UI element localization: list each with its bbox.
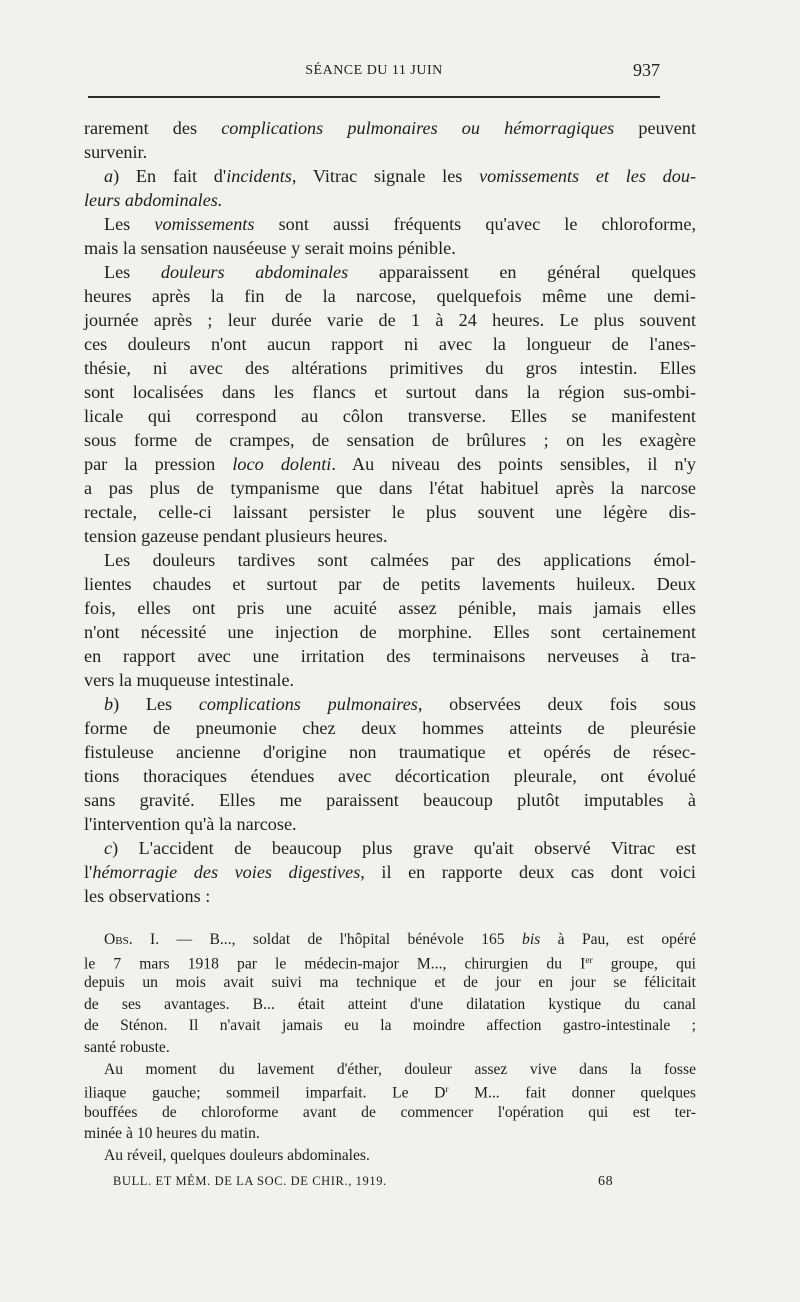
text-run: sans gravité. Elles me paraissent beaucoup plutôt imputables à xyxy=(84,790,696,810)
italic-text: loco dolenti xyxy=(232,454,332,474)
paragraph xyxy=(84,116,696,164)
text-run: journée après ; leur durée varie de 1 à 24 heures. Le plus souvent xyxy=(84,310,696,330)
text-line xyxy=(84,692,696,716)
text-run: sous forme de crampes, de sensation de brûlures ; on les exagère xyxy=(84,430,696,450)
text-run: santé robuste. xyxy=(84,1038,170,1056)
paragraph xyxy=(84,929,696,1059)
text-line xyxy=(84,284,696,308)
italic-text: b xyxy=(104,694,114,714)
text-run: a pas plus de tympanisme que dans l'état habituel après la narcose xyxy=(84,478,696,498)
text-run: sont aussi fréquents qu'avec le chloroforme, xyxy=(254,214,696,234)
footer-signature-mark: 68 xyxy=(598,1174,614,1189)
text-line xyxy=(84,620,696,644)
text-line xyxy=(84,404,696,428)
text-line xyxy=(84,572,696,596)
text-line xyxy=(84,884,696,908)
italic-text: complications pulmonaires xyxy=(198,694,418,714)
text-run: depuis un mois avait suivi ma technique et de jour en jour se félicitait xyxy=(84,974,696,992)
text-run: en rapport avec une irritation des terminaisons nerveuses à tra- xyxy=(84,646,696,666)
text-line xyxy=(84,788,696,812)
text-line xyxy=(84,1059,696,1081)
text-run: thésie, ni avec des altérations primitives du gros intestin. Elles xyxy=(84,358,696,378)
text-run: ) L'accident de beaucoup plus grave qu'ait observé Vitrac est xyxy=(112,838,696,858)
text-run: tions thoraciques étendues avec décortication pleurale, ont évolué xyxy=(84,766,696,786)
text-line xyxy=(84,812,696,836)
text-line xyxy=(84,994,696,1016)
text-run: iliaque gauche; sommeil imparfait. Le D xyxy=(84,1084,446,1102)
text-run: fois, elles ont pris une acuité assez pénible, mais jamais elles xyxy=(84,598,696,618)
header-title: SÉANCE DU 11 JUIN xyxy=(305,63,443,78)
text-run: . Au niveau des points sensibles, il n'y xyxy=(331,454,697,474)
text-line xyxy=(84,524,696,548)
observation-text xyxy=(84,929,696,1167)
text-run: bouffées de chloroforme avant de commencer l'opération qui est ter- xyxy=(84,1103,696,1121)
paragraph xyxy=(84,1059,696,1145)
paragraph xyxy=(84,1145,696,1167)
text-run: de ses avantages. B... était atteint d'une dilatation kystique du canal xyxy=(84,995,696,1013)
italic-text: douleurs abdominales xyxy=(160,262,349,282)
text-line xyxy=(84,764,696,788)
text-run: ) Les xyxy=(113,694,199,714)
text-line xyxy=(84,740,696,764)
text-line xyxy=(84,548,696,572)
text-line xyxy=(84,332,696,356)
paragraph xyxy=(84,836,696,908)
paragraph xyxy=(84,548,696,692)
italic-text: vomissements et les dou- xyxy=(479,166,697,186)
italic-text: complications pulmonaires ou hémorragiques xyxy=(221,118,615,138)
text-run: le 7 mars 1918 par le médecin-major M..., chirurgien du I xyxy=(84,955,586,973)
text-line xyxy=(84,716,696,740)
text-line xyxy=(84,972,696,994)
text-line xyxy=(84,951,696,973)
text-line xyxy=(84,668,696,692)
text-line xyxy=(84,428,696,452)
main-text xyxy=(84,116,696,908)
text-run: par la pression xyxy=(84,454,233,474)
text-run: l' xyxy=(84,862,93,882)
text-line xyxy=(84,596,696,620)
text-run: survenir. xyxy=(84,142,148,162)
text-run: apparaissent en général quelques xyxy=(348,262,696,282)
italic-text: bis xyxy=(522,931,541,948)
text-line xyxy=(84,836,696,860)
page-number: 937 xyxy=(633,60,660,80)
text-line xyxy=(84,1145,696,1167)
text-line xyxy=(84,356,696,380)
text-line xyxy=(84,260,696,284)
text-run: Les xyxy=(104,214,155,234)
text-run: rectale, celle-ci laissant persister le plus souvent une légère dis- xyxy=(84,502,696,522)
text-line xyxy=(84,1037,696,1059)
text-run: lientes chaudes et surtout par de petits lavements huileux. Deux xyxy=(84,574,696,594)
text-run: tension gazeuse pendant plusieurs heures. xyxy=(84,526,388,546)
italic-text: vomissements xyxy=(154,214,255,234)
text-run: Les douleurs tardives sont calmées par des applications émol- xyxy=(104,550,696,570)
text-line xyxy=(84,1102,696,1124)
text-run: M... fait donner quelques xyxy=(448,1084,696,1102)
text-run: fistuleuse ancienne d'origine non traumatique et opérés de résec- xyxy=(84,742,696,762)
text-line xyxy=(84,164,696,188)
text-run: r xyxy=(445,1085,449,1096)
text-line xyxy=(84,188,696,212)
text-run: licale qui correspond au côlon transverse. Elles se manifestent xyxy=(84,406,696,426)
text-run: minée à 10 heures du matin. xyxy=(84,1125,260,1143)
text-run: de Sténon. Il n'avait jamais eu la moindre affection gastro-intestinale ; xyxy=(84,1017,696,1035)
text-run: , il en rapporte deux cas dont voici xyxy=(360,862,696,882)
text-line xyxy=(84,929,696,951)
text-line xyxy=(84,500,696,524)
text-run: ) En fait d' xyxy=(113,166,227,186)
paragraph xyxy=(84,212,696,260)
text-line xyxy=(84,236,696,260)
text-run: heures après la fin de la narcose, quelquefois même une demi- xyxy=(84,286,696,306)
paragraph xyxy=(84,260,696,548)
text-line xyxy=(84,1015,696,1037)
text-line xyxy=(84,212,696,236)
text-run: sont localisées dans les flancs et surtout dans la région sus-ombi- xyxy=(84,382,696,402)
text-run: Au moment du lavement d'éther, douleur assez vive dans la fosse xyxy=(104,1060,696,1078)
text-run: les observations : xyxy=(84,886,211,906)
italic-text: incidents xyxy=(226,166,292,186)
header-rule xyxy=(88,96,660,98)
text-line xyxy=(84,116,696,140)
text-line xyxy=(84,860,696,884)
text-line xyxy=(84,1123,696,1145)
text-line xyxy=(84,476,696,500)
italic-text: c xyxy=(104,838,113,858)
text-line xyxy=(84,140,696,164)
italic-text: leurs abdominales. xyxy=(84,190,223,210)
text-run: Les xyxy=(104,262,161,282)
italic-text: a xyxy=(104,166,114,186)
footer xyxy=(113,1174,613,1189)
text-run: rarement des xyxy=(84,118,222,138)
text-line xyxy=(84,308,696,332)
text-line xyxy=(84,1080,696,1102)
text-run: ces douleurs n'ont aucun rapport ni avec la longueur de l'anes- xyxy=(84,334,696,354)
text-run: à Pau, est opéré xyxy=(540,931,696,948)
text-line xyxy=(84,644,696,668)
text-run: groupe, qui xyxy=(592,955,696,973)
paragraph xyxy=(84,692,696,836)
text-run: vers la muqueuse intestinale. xyxy=(84,670,295,690)
text-run: er xyxy=(585,955,593,966)
text-run: mais la sensation nauséeuse y serait moins pénible. xyxy=(84,238,456,258)
text-run: Au réveil, quelques douleurs abdominales. xyxy=(104,1146,370,1164)
italic-text: hémorragie des voies digestives xyxy=(92,862,361,882)
text-run: , observées deux fois sous xyxy=(417,694,696,714)
footer-citation: BULL. ET MÉM. DE LA SOC. DE CHIR., 1919. xyxy=(113,1174,387,1188)
text-line xyxy=(84,452,696,476)
text-run: , Vitrac signale les xyxy=(291,166,480,186)
text-run: peuvent xyxy=(614,118,696,138)
paragraph xyxy=(84,164,696,212)
running-header xyxy=(88,60,660,84)
text-run: l'intervention qu'à la narcose. xyxy=(84,814,297,834)
text-line xyxy=(84,380,696,404)
text-run: n'ont nécessité une injection de morphine. Elles sont certainement xyxy=(84,622,696,642)
text-run: Obs. I. xyxy=(104,931,160,948)
text-run: — B..., soldat de l'hôpital bénévole 165 xyxy=(159,931,523,948)
text-run: forme de pneumonie chez deux hommes atteints de pleurésie xyxy=(84,718,696,738)
